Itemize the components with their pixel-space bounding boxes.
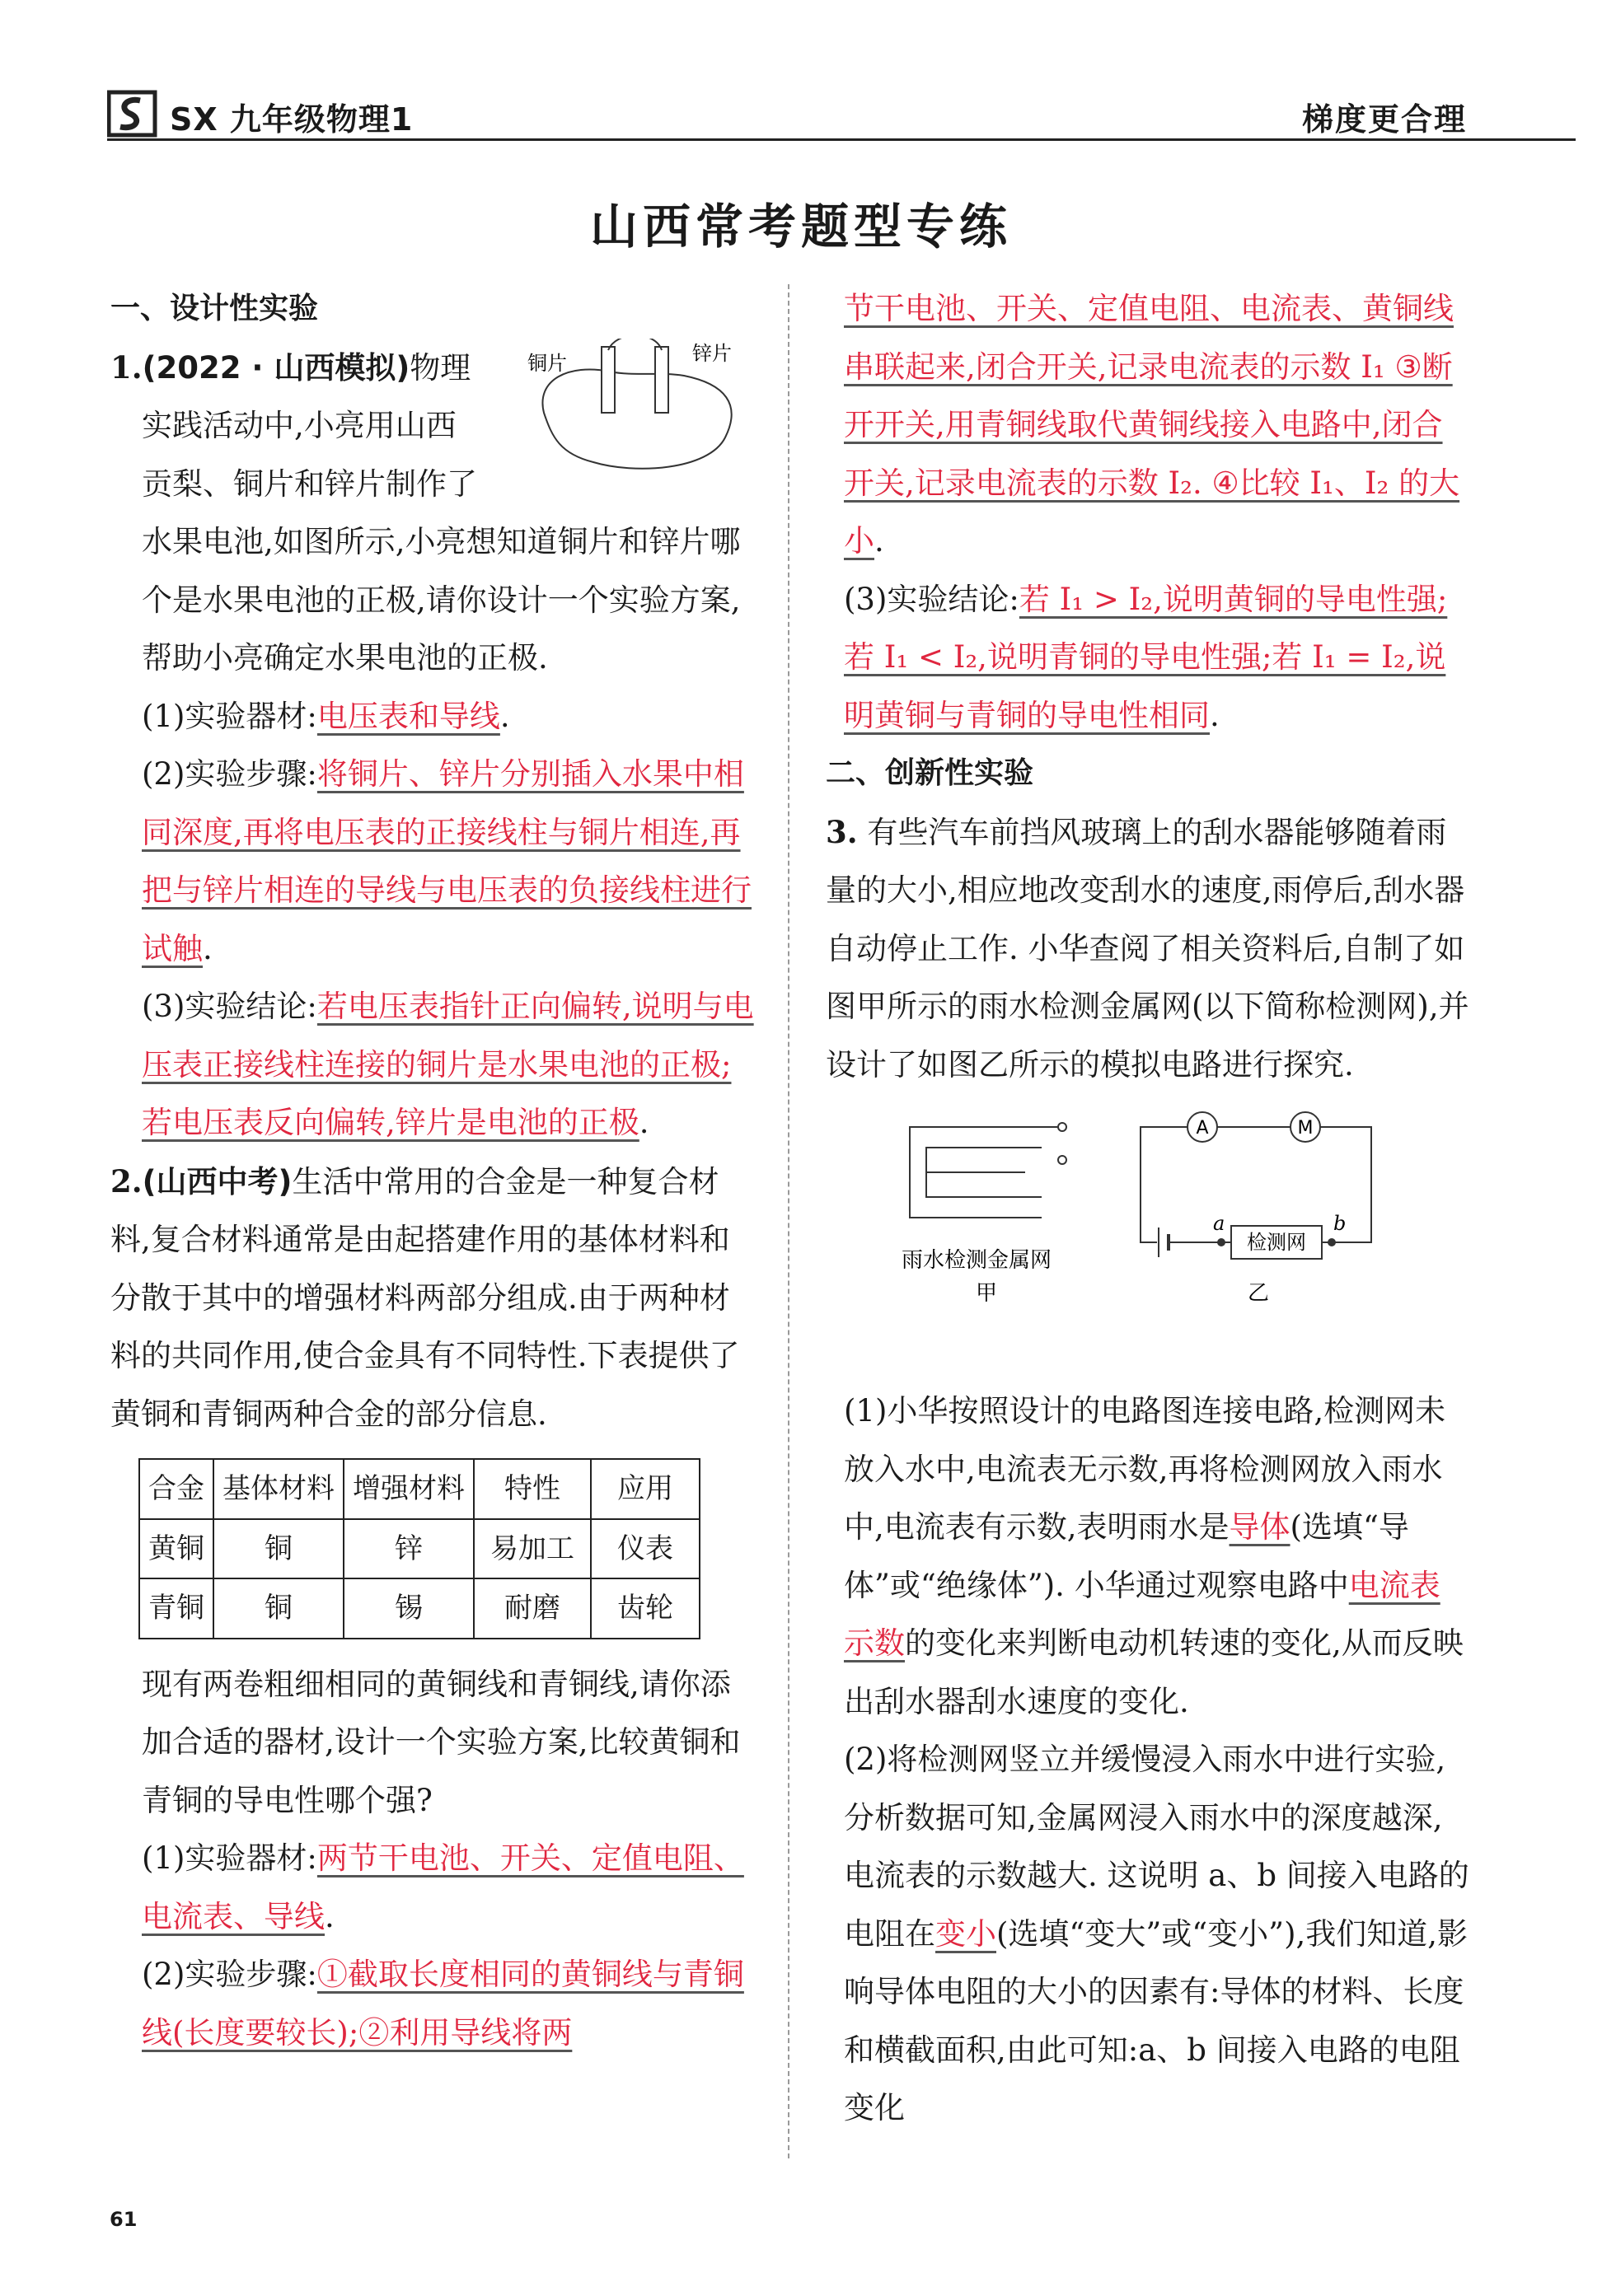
answer-2-2-continued: 节干电池、开关、定值电阻、电流表、黄铜线串联起来,闭合开关,记录电流表的示数 I₁ ③断开开关,用青铜线取代黄铜线接入电路中,闭合开关,记录电流表的示数 I₂. ④比较 I₁、I₂ 的大小 xyxy=(844,291,1460,559)
question-3: 3. 有些汽车前挡风玻璃上的刮水器能够随着雨量的大小,相应地改变刮水的速度,雨停后,刮水器自动停止工作. 小华查阅了相关资料后,自制了如图甲所示的雨水检测金属网(以下简称检测网),并设计了如图乙所示的模拟电路进行探究. 雨水检测金属网 甲 A M 检测网 a b 乙 (1)小华按照设计的电路图连接电路,检测网未放入水中,电流表无示数,再将检测网放入雨水中,电流表有示数,表明雨水是导体(选填“导体”或“绝缘体”). 小华通过观察电路中电流表示数的变化来判断电动机转速的变化,从而反映出刮水器刮水速度的变化. (2)将检测网竖立并缓慢浸入雨水中进行实验,分析数据可知,金属网浸入雨水中的深度越深,电流表的示数越大. 这说明 a、b 间接入电路的电阻在变小(选填“变大”或“变小”),我们知道,影响导体电阻的大小的因素有:导体的材料、长度和横截面积,由此可知:a、b 间接入电路的电阻变化 xyxy=(826,813,1469,2125)
page-title: 山西常考题型专练 xyxy=(589,199,1012,255)
label-zinc: 锌片 xyxy=(692,341,732,365)
question-2: 2.(山西中考)生活中常用的合金是一种复合材料,复合材料通常是由起搭建作用的基体材料和分散于其中的增强材料两部分组成.由于两种材料的共同作用,使合金具有不同特性.下表提供了黄铜和青铜两种合金的部分信息. 合金 基体材料 增强材料 特性 应用 黄铜 铜 锌 易加工 仪表 青铜 铜 锡 耐磨 齿轮 现有两卷粗细相同的黄铜线和青铜线,请你添加合适的器材,设计一个实验方案,比较黄铜和青铜的导电性哪个强? (1)实验器材:两节干电池、开关、定值电阻、电流表、导线. (2)实验步骤:①截取长度相同的黄铜线与青铜线(长度要较长);②利用导线将两 xyxy=(110,1162,744,2051)
page-number: 61 xyxy=(110,2208,138,2231)
answer-3-2: 变小 xyxy=(935,1915,996,1952)
question-number: 2. xyxy=(110,1162,143,1199)
question-1: 铜片 锌片 1.(2022 · 山西模拟)物理 实践活动中,小亮用山西 贡梨、铜片和锌片制作了 水果电池,如图所示,小亮想知道铜片和锌片哪个是水果电池的正极,请你设计一个实验方案,帮助小亮确定水果电池的正极. (1)实验器材:电压表和导线. (2)实验步骤:将铜片、锌片分别插入水果中相同深度,再将电压表的正接线柱与铜片相连,再把与锌片相连的导线与电压表的负接线柱进行试触. (3)实验结论:若电压表指针正向偏转,说明与电压表正接线柱连接的铜片是水果电池的正极;若电压表反向偏转,锌片是电池的正极. xyxy=(110,339,758,1153)
label-copper: 铜片 xyxy=(527,351,567,375)
figure-yi-label: 乙 xyxy=(1248,1281,1270,1306)
figure-jia-label: 甲 xyxy=(976,1281,998,1306)
table-header: 基体材料 xyxy=(213,1459,344,1519)
table-header: 特性 xyxy=(474,1459,591,1519)
right-column: 节干电池、开关、定值电阻、电流表、黄铜线串联起来,闭合开关,记录电流表的示数 I₁ ③断开开关,用青铜线取代黄铜线接入电路中,闭合开关,记录电流表的示数 I₂. ④比较 I₁、I₂ 的大小. (3)实验结论:若 I₁ > I₂,说明黄铜的导电性强;若 I₁ < I₂,说明青铜的导电性强;若 I₁ = I₂,说明黄铜与青铜的导电性相同. 二、创新性实验 3. 有些汽车前挡风玻璃上的刮水器能够随着雨量的大小,相应地改变刮水的速度,雨停后,刮水器自动停止工作. 小华查阅了相关资料后,自制了如图甲所示的雨水检测金属网(以下简称检测网),并设计了如图乙所示的模拟电路进行探究. 雨水检测金属网 甲 A M 检测网 a b 乙 (1)小华按照设计的电路图连接电路,检测网未放入水中,电流表无示数,再将检测网放入雨水中,电流表有示数,表明雨水是导体(选填“导体”或“绝缘体”). 小华通过观察电路中电流表示数的变化来判断电动机转速的变化,从而反映出刮水器刮水速度的变化. (2)将检测网竖立并缓慢浸入雨水中进行实验,分析数据可知,金属网浸入雨水中的深度越深,电流表的示数越大. 这说明 a、b 间接入电路的电阻在变小(选填“变大”或“变小”),我们知道,影响导体电阻的大小的因素有:导体的材料、长度和横截面积,由此可知:a、b 间接入电路的电阻变化 xyxy=(844,280,1470,2138)
answer-1-3: 若电压表指针正向偏转,说明与电压表正接线柱连接的铜片是水果电池的正极;若电压表反向偏转,锌片是电池的正极 xyxy=(142,989,754,1140)
table-row: 黄铜 铜 锌 易加工 仪表 xyxy=(139,1519,700,1579)
answer-2-1: 两节干电池、开关、定值电阻、电流表、导线 xyxy=(142,1840,744,1934)
question-number: 3. xyxy=(826,813,858,850)
answer-1-1: 电压表和导线 xyxy=(316,698,500,734)
figure-jia-and-yi xyxy=(893,1102,1437,1374)
svg-text:b: b xyxy=(1333,1212,1347,1235)
detection-net-label: 检测网 xyxy=(1247,1231,1306,1254)
book-title: SX 九年级物理1 xyxy=(170,101,414,138)
circuit-figures xyxy=(844,1094,1470,1382)
table-row: 青铜 铜 锡 耐磨 齿轮 xyxy=(139,1578,700,1639)
question-number: 1. xyxy=(110,348,143,386)
answer-2-3: 若 I₁ > I₂,说明黄铜的导电性强;若 I₁ < I₂,说明青铜的导电性强;若 I₁ = I₂,说明黄铜与青铜的导电性相同 xyxy=(844,581,1448,733)
answer-3-1a: 导体 xyxy=(1229,1509,1290,1545)
question-source: (2022 · 山西模拟) xyxy=(142,349,410,386)
fruit-battery-figure xyxy=(519,339,758,479)
column-divider xyxy=(788,284,789,2158)
alloy-table xyxy=(138,1458,700,1639)
table-header: 应用 xyxy=(591,1459,700,1519)
figure-jia-caption: 雨水检测金属网 xyxy=(902,1248,1052,1273)
rain-detection-mesh-figure xyxy=(902,1123,1066,1306)
table-header: 增强材料 xyxy=(344,1459,474,1519)
svg-text:a: a xyxy=(1213,1212,1225,1235)
answer-3-1b: 电流表示数 xyxy=(844,1567,1440,1661)
svg-text:M: M xyxy=(1297,1118,1314,1139)
svg-text:A: A xyxy=(1196,1118,1209,1139)
answer-2-2: ①截取长度相同的黄铜线与青铜线(长度要较长);②利用导线将两 xyxy=(142,1957,744,2051)
section-heading-innovation: 二、创新性实验 xyxy=(826,756,1034,790)
section-heading-design: 一、设计性实验 xyxy=(110,292,319,325)
answer-1-2: 将铜片、锌片分别插入水果中相同深度,再将电压表的正接线柱与铜片相连,再把与锌片相连的导线与电压表的负接线柱进行试触 xyxy=(142,756,752,966)
header-rule xyxy=(107,138,1576,141)
table-header: 合金 xyxy=(139,1459,213,1519)
publisher-logo-icon xyxy=(107,89,160,140)
book-slogan: 梯度更合理 xyxy=(1301,101,1467,138)
page-header xyxy=(107,89,1467,140)
circuit-diagram-figure xyxy=(1141,1112,1371,1306)
left-column xyxy=(110,280,758,2062)
question-source: (山西中考) xyxy=(142,1163,293,1199)
question-body: 水果电池,如图所示,小亮想知道铜片和锌片哪个是水果电池的正极,请你设计一个实验方案,帮助小亮确定水果电池的正极. xyxy=(142,524,741,676)
